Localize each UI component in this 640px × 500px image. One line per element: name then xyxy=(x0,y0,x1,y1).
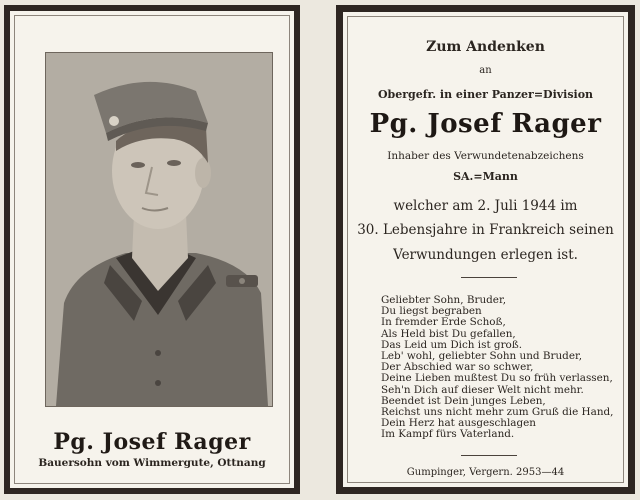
memorial-poem xyxy=(381,295,621,441)
poem-line: Deine Lieben mußtest Du so früh verlassen, xyxy=(381,372,613,385)
printer-imprint: Gumpinger, Vergern. 2953—44 xyxy=(406,467,565,478)
poem-line: Reichst uns nicht mehr zum Gruß die Hand, xyxy=(381,406,614,419)
poem-line: Beendet ist Dein junges Leben, xyxy=(381,394,546,407)
dedication-word: an xyxy=(479,65,492,76)
military-rank: Obergefr. in einer Panzer=Division xyxy=(377,88,594,101)
award-text: Inhaber des Verwundetenabzeichens xyxy=(387,150,584,162)
poem-line: Du liegst begraben xyxy=(381,305,482,318)
death-line: 30. Lebensjahre in Frankreich seinen xyxy=(357,222,614,238)
poem-line: Das Leid um Dich ist groß. xyxy=(381,338,523,351)
membership-text: SA.=Mann xyxy=(453,170,518,183)
poem-line: Geliebter Sohn, Bruder, xyxy=(381,294,507,306)
portrait-illustration xyxy=(46,53,272,406)
deceased-name: Pg. Josef Rager xyxy=(369,109,602,139)
poem-line: Leb' wohl, geliebter Sohn und Bruder, xyxy=(381,350,583,363)
memorial-card-left-panel xyxy=(4,5,300,494)
death-line: welcher am 2. Juli 1944 im xyxy=(393,198,578,214)
soldier-portrait-photo xyxy=(45,52,273,407)
death-line: Verwundungen erlegen ist. xyxy=(393,247,578,263)
card-title: Zum Andenken xyxy=(426,39,545,55)
poem-line: Dein Herz hat ausgeschlagen xyxy=(381,417,536,430)
poem-line: In fremder Erde Schoß, xyxy=(381,316,506,329)
poem-line: Im Kampf fürs Vaterland. xyxy=(381,428,515,441)
caption-subtitle: Bauersohn vom Wimmergute, Ottnang xyxy=(38,457,266,469)
poem-line: Seh'n Dich auf dieser Welt nicht mehr. xyxy=(381,383,584,396)
caption-name: Pg. Josef Rager xyxy=(53,429,251,455)
poem-line: Der Abschied war so schwer, xyxy=(381,361,534,374)
divider xyxy=(461,455,517,456)
memorial-card-right-panel xyxy=(336,5,635,494)
divider xyxy=(461,277,517,278)
poem-line: Als Held bist Du gefallen, xyxy=(381,327,516,340)
